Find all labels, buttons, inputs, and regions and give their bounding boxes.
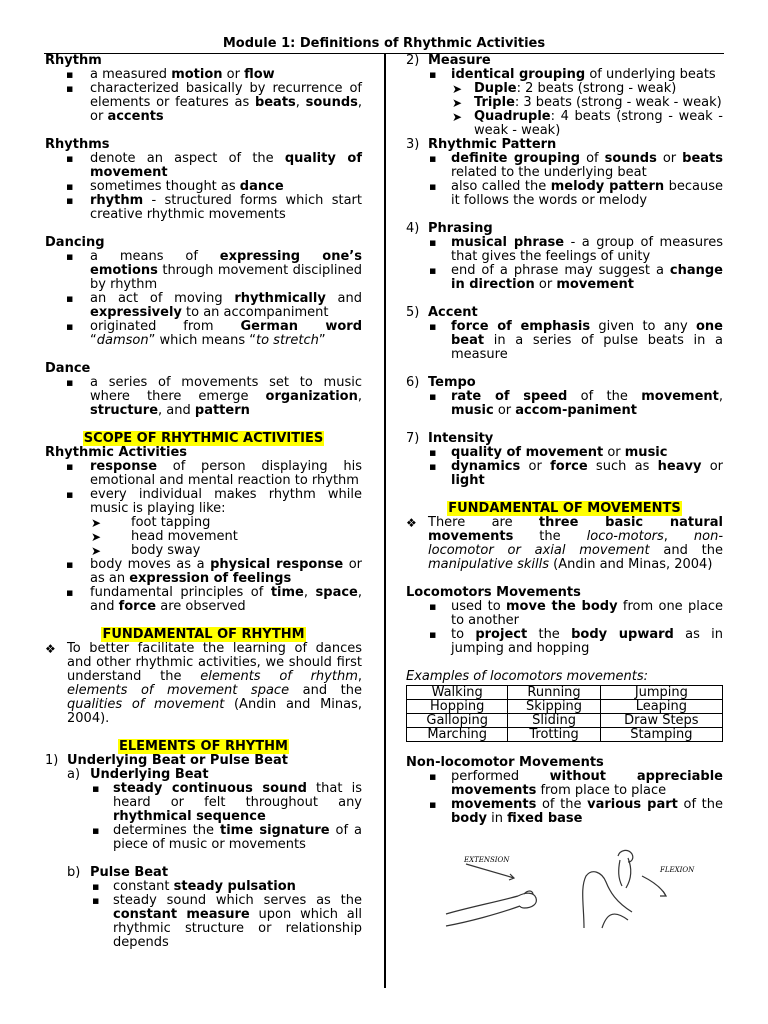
list-item: ➤ Duple: 2 beats (strong - weak): [406, 82, 723, 96]
list-item: ▪ end of a phrase may suggest a change in direction or movement: [406, 264, 723, 292]
column-divider: [384, 54, 386, 988]
table-row: [407, 686, 723, 700]
flexion-label: FLEXION: [660, 866, 695, 874]
table-row: [407, 700, 723, 714]
list-item: ▪ identical grouping of underlying beats: [406, 68, 723, 82]
locomotor-examples-table: [406, 685, 723, 742]
fundamental-rhythm-heading: FUNDAMENTAL OF RHYTHM: [102, 627, 305, 642]
list-item: ▪ definite grouping of sounds or beats related to the underlying beat: [406, 152, 723, 180]
rhythms-heading: Rhythms: [45, 137, 110, 152]
extension-arm-icon: [446, 864, 536, 926]
arm-illustration: [406, 836, 723, 932]
numbered-item: 1) Underlying Beat or Pulse Beat: [45, 753, 288, 768]
list-item: ▪ musical phrase - a group of measures that gives the feelings of unity: [406, 236, 723, 264]
list-item: ▪ force of emphasis given to any one beat in a series of pulse beats in a measure: [406, 320, 723, 362]
list-item: ➤ foot tapping: [45, 516, 362, 530]
numbered-item: 6) Tempo: [406, 375, 476, 390]
list-item: ▪ a means of expressing one’s emotions through movement disciplined by rhythm: [45, 250, 362, 292]
flexion-arm-icon: [583, 850, 666, 928]
list-item: ➤ body sway: [45, 544, 362, 558]
list-item: ▪ fundamental principles of time, space, and force are observed: [45, 586, 362, 614]
list-item: ▪ steady continuous sound that is heard or felt throughout any rhythmical sequence: [45, 782, 362, 824]
numbered-item: 2) Measure: [406, 53, 491, 68]
extension-label: EXTENSION: [464, 856, 510, 864]
list-item: ➤ Quadruple: 4 beats (strong - weak - weak - weak): [406, 110, 723, 138]
sub-item: b) Pulse Beat: [67, 865, 169, 880]
non-locomotor-heading: Non-locomotor Movements: [406, 755, 604, 770]
dance-heading: Dance: [45, 361, 91, 376]
numbered-item: 5) Accent: [406, 305, 478, 320]
table-cell: Marching: [407, 728, 508, 742]
page-title: Module 1: Definitions of Rhythmic Activities: [222, 36, 546, 51]
list-item: ▪ a measured motion or flow: [45, 68, 362, 82]
list-item: ▪ steady sound which serves as the constant measure upon which all rhythmic structure or relationship depends: [45, 894, 362, 950]
list-item: ▪ sometimes thought as dance: [45, 180, 362, 194]
numbered-item: 7) Intensity: [406, 431, 494, 446]
table-cell: Walking: [407, 686, 508, 700]
list-item: ▪ performed without appreciable movements from place to place: [406, 770, 723, 798]
table-cell: Draw Steps: [600, 714, 722, 728]
table-cell: Trotting: [508, 728, 600, 742]
table-cell: Stamping: [600, 728, 722, 742]
list-item: ▪ denote an aspect of the quality of movement: [45, 152, 362, 180]
table-row: [407, 728, 723, 742]
table-cell: Hopping: [407, 700, 508, 714]
rhythm-heading: Rhythm: [45, 53, 102, 68]
elements-heading: ELEMENTS OF RHYTHM: [119, 739, 288, 754]
fundamental-movements-heading: FUNDAMENTAL OF MOVEMENTS: [448, 501, 681, 516]
list-item: ▪ to project the body upward as in jumping and hopping: [406, 628, 723, 656]
paragraph: ❖ There are three basic natural movements the loco-motors, non-locomotor or axial movement and the manipulative skills (Andin and Minas, 2004): [406, 516, 723, 572]
table-cell: Leaping: [600, 700, 722, 714]
table-cell: Sliding: [508, 714, 600, 728]
list-item: ➤ Triple: 3 beats (strong - weak - weak): [406, 96, 723, 110]
table-row: [407, 714, 723, 728]
list-item: ▪ originated from German word “damson” which means “to stretch”: [45, 320, 362, 348]
left-column: [45, 54, 362, 950]
sub-item: a) Underlying Beat: [67, 767, 209, 782]
list-item: ▪ quality of movement or music: [406, 446, 723, 460]
paragraph: ❖ To better facilitate the learning of dances and other rhythmic activities, we should first understand the elements of rhythm, elements of movement space and the qualities of movement (Andin and Minas, 2004).: [45, 642, 362, 726]
list-item: ▪ also called the melody pattern because it follows the words or melody: [406, 180, 723, 208]
table-cell: Skipping: [508, 700, 600, 714]
scope-heading: SCOPE OF RHYTHMIC ACTIVITIES: [83, 431, 324, 446]
list-item: ▪ used to move the body from one place to another: [406, 600, 723, 628]
list-item: ▪ characterized basically by recurrence of elements or features as beats, sounds, or accents: [45, 82, 362, 124]
list-item: ▪ response of person displaying his emotional and mental reaction to rhythm: [45, 460, 362, 488]
table-cell: Galloping: [407, 714, 508, 728]
list-item: ▪ dynamics or force such as heavy or light: [406, 460, 723, 488]
locomotors-heading: Locomotors Movements: [406, 585, 581, 600]
list-item: ▪ constant steady pulsation: [45, 880, 362, 894]
dancing-heading: Dancing: [45, 235, 105, 250]
list-item: ▪ rate of speed of the movement, music or accom-paniment: [406, 390, 723, 418]
list-item: ▪ determines the time signature of a piece of music or movements: [45, 824, 362, 852]
list-item: ▪ rhythm - structured forms which start creative rhythmic movements: [45, 194, 362, 222]
list-item: ▪ body moves as a physical response or as an expression of feelings: [45, 558, 362, 586]
list-item: ▪ an act of moving rhythmically and expressively to an accompaniment: [45, 292, 362, 320]
rhythmic-activities-heading: Rhythmic Activities: [45, 445, 188, 460]
right-column: [406, 54, 723, 932]
list-item: ➤ head movement: [45, 530, 362, 544]
numbered-item: 3) Rhythmic Pattern: [406, 137, 557, 152]
table-cell: Running: [508, 686, 600, 700]
list-item: ▪ a series of movements set to music where there emerge organization, structure, and pattern: [45, 376, 362, 418]
list-item: ▪ every individual makes rhythm while music is playing like:: [45, 488, 362, 516]
table-cell: Jumping: [600, 686, 722, 700]
table-caption: Examples of locomotors movements:: [406, 669, 649, 684]
numbered-item: 4) Phrasing: [406, 221, 493, 236]
list-item: ▪ movements of the various part of the body in fixed base: [406, 798, 723, 826]
arm-figures: [406, 836, 723, 932]
